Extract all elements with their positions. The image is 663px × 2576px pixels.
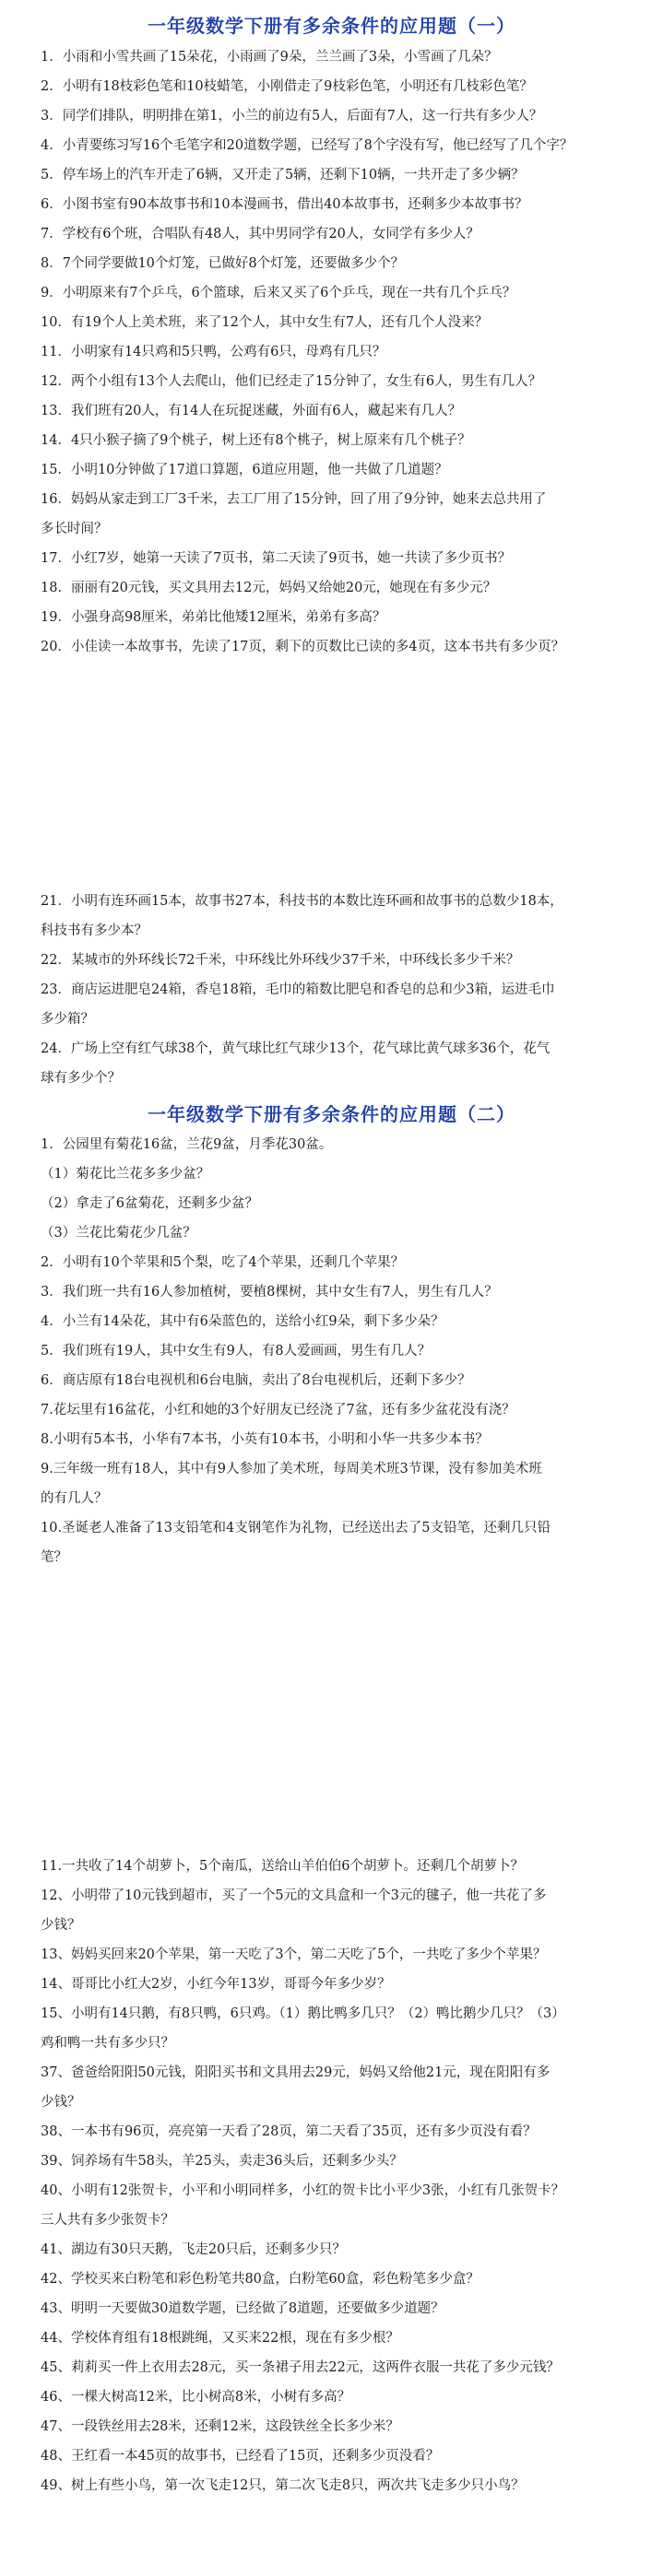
problem-line: 19．小强身高98厘米，弟弟比他矮12厘米，弟弟有多高？ bbox=[41, 610, 386, 625]
problem-line: 44、学校体育组有18根跳绳，又买来22根，现在有多少根？ bbox=[41, 2331, 399, 2346]
problem-line: 少钱？ bbox=[41, 2095, 81, 2110]
problem-line: 少钱？ bbox=[41, 1918, 81, 1933]
problem-line: 1．小雨和小雪共画了15朵花，小雨画了9朵，兰兰画了3朵，小雪画了几朵？ bbox=[41, 50, 498, 65]
problem-line: 18．丽丽有20元钱，买文具用去12元，妈妈又给她20元，她现在有多少元？ bbox=[41, 581, 497, 595]
problem-line: 10．有19个人上美术班，来了12个人，其中女生有7人，还有几个人没来？ bbox=[41, 315, 489, 330]
problem-line: 3．同学们排队，明明排在第1，小兰的前边有5人，后面有7人，这一行共有多少人？ bbox=[41, 109, 543, 124]
problem-line: 三人共有多少张贺卡？ bbox=[41, 2213, 174, 2228]
problem-line: 16．妈妈从家走到工厂3千米，去工厂用了15分钟，回了用了9分钟，她来去总共用了 bbox=[41, 492, 547, 507]
problem-line: 39、饲养场有牛58头，羊25头，卖走36头后，还剩多少头？ bbox=[41, 2154, 403, 2169]
problem-line: 40、小明有12张贺卡，小平和小明同样多，小红的贺卡比小平少3张，小红有几张贺卡？ bbox=[41, 2183, 565, 2198]
problem-line: 45、莉莉买一件上衣用去28元，买一条裙子用去22元，这两件衣服一共花了多少元钱？ bbox=[41, 2360, 560, 2375]
problem-line: 49、树上有些小鸟，第一次飞走12只，第二次飞走8只，两次共飞走多少只小鸟？ bbox=[41, 2478, 525, 2493]
problem-line: 1．公园里有菊花16盆，兰花9盆，月季花30盆。 bbox=[41, 1137, 333, 1152]
section-one-title: 一年级数学下册有多余条件的应用题（一） bbox=[148, 15, 515, 37]
problem-line: （3）兰花比菊花少几盆？ bbox=[41, 1226, 196, 1241]
problem-line: 12、小明带了10元钱到超市，买了一个5元的文具盒和一个3元的毽子，他一共花了多 bbox=[41, 1888, 547, 1903]
problem-line: 3．我们班一共有16人参加植树，要植8棵树，其中女生有7人，男生有几人？ bbox=[41, 1285, 498, 1300]
problem-line: 17．小红7岁，她第一天读了7页书，第二天读了9页书，她一共读了多少页书？ bbox=[41, 551, 512, 566]
problem-line: （1）菊花比兰花多多少盆？ bbox=[41, 1167, 210, 1182]
problem-line: 14．4只小猴子摘了9个桃子，树上还有8个桃子，树上原来有几个桃子？ bbox=[41, 433, 471, 448]
problem-line: 46、一棵大树高12米，比小树高8米，小树有多高？ bbox=[41, 2390, 351, 2405]
problem-line: 多少箱？ bbox=[41, 1012, 94, 1027]
problem-line: 15．小明10分钟做了17道口算题，6道应用题，他一共做了几道题？ bbox=[41, 463, 448, 477]
problem-line: 11．小明家有14只鸡和5只鸭，公鸡有6只，母鸡有几只？ bbox=[41, 345, 386, 359]
problem-line: 5．停车场上的汽车开走了6辆，又开走了5辆，还剩下10辆，一共开走了多少辆？ bbox=[41, 168, 525, 182]
problem-line: 21．小明有连环画15本，故事书27本，科技书的本数比连环画和故事书的总数少18本， bbox=[41, 894, 563, 909]
problem-line: 10.圣诞老人准备了13支铅笔和4支钢笔作为礼物，已经送出去了5支铅笔，还剩几只铅 bbox=[41, 1521, 551, 1535]
problem-line: 6．小图书室有90本故事书和10本漫画书，借出40本故事书，还剩多少本故事书？ bbox=[41, 197, 528, 212]
problem-line: 2．小明有18枝彩色笔和10枝蜡笔，小刚借走了9枝彩色笔，小明还有几枝彩色笔？ bbox=[41, 79, 533, 94]
problem-line: 球有多少个？ bbox=[41, 1071, 121, 1086]
problem-line: 43、明明一天要做30道数学题，已经做了8道题，还要做多少道题？ bbox=[41, 2301, 444, 2316]
problem-line: 41、湖边有30只天鹅，飞走20只后，还剩多少只？ bbox=[41, 2242, 346, 2257]
problem-line: 14、哥哥比小红大2岁，小红今年13岁，哥哥今年多少岁？ bbox=[41, 1977, 391, 1992]
problem-line: 8．7个同学要做10个灯笼，已做好8个灯笼，还要做多少个？ bbox=[41, 256, 405, 271]
problem-line: 多长时间？ bbox=[41, 522, 108, 536]
problem-line: 11.一共收了14个胡萝卜，5个南瓜，送给山羊伯伯6个胡萝卜。还剩几个胡萝卜？ bbox=[41, 1859, 524, 1874]
problem-line: 23．商店运进肥皂24箱，香皂18箱，毛巾的箱数比肥皂和香皂的总和少3箱，运进毛巾 bbox=[41, 982, 555, 997]
problem-line: 7.花坛里有16盆花，小红和她的3个好朋友已经浇了7盆，还有多少盆花没有浇？ bbox=[41, 1403, 515, 1417]
problem-line: 科技书有多少本？ bbox=[41, 923, 148, 938]
problem-line: 鸡和鸭一共有多少只？ bbox=[41, 2036, 174, 2051]
problem-line: 8.小明有5本书，小华有7本书，小英有10本书，小明和小华一共多少本书？ bbox=[41, 1432, 489, 1447]
problem-line: 12．两个小组有13个人去爬山，他们已经走了15分钟了，女生有6人，男生有几人？ bbox=[41, 374, 542, 389]
problem-line: 38、一本书有96页，亮亮第一天看了28页，第二天看了35页，还有多少页没有看？ bbox=[41, 2124, 537, 2139]
problem-line: 6．商店原有18台电视机和6台电脑，卖出了8台电视机后，还剩下多少？ bbox=[41, 1373, 471, 1388]
problem-line: 2．小明有10个苹果和5个梨，吃了4个苹果，还剩几个苹果？ bbox=[41, 1255, 405, 1270]
section-two-title: 一年级数学下册有多余条件的应用题（二） bbox=[148, 1103, 515, 1125]
problem-line: 13、妈妈买回来20个苹果，第一天吃了3个，第二天吃了5个，一共吃了多少个苹果？ bbox=[41, 1947, 547, 1962]
problem-line: 4．小青要练习写16个毛笔字和20道数学题，已经写了8个字没有写，他已经写了几个字？ bbox=[41, 138, 574, 153]
problem-line: 5．我们班有19人，其中女生有9人，有8人爱画画，男生有几人？ bbox=[41, 1344, 432, 1359]
problem-line: 42、学校买来白粉笔和彩色粉笔共80盒，白粉笔60盒，彩色粉笔多少盒？ bbox=[41, 2272, 479, 2287]
problem-line: 13．我们班有20人，有14人在玩捉迷藏，外面有6人，藏起来有几人？ bbox=[41, 404, 462, 418]
problem-line: 47、一段铁丝用去28米，还剩12米，这段铁丝全长多少米？ bbox=[41, 2419, 399, 2434]
problem-line: 9.三年级一班有18人，其中有9人参加了美术班，每周美术班3节课，没有参加美术班 bbox=[41, 1462, 542, 1476]
problem-line: 7．学校有6个班，合唱队有48人，其中男同学有20人，女同学有多少人？ bbox=[41, 227, 479, 241]
problem-line: 24．广场上空有红气球38个，黄气球比红气球少13个，花气球比黄气球多36个，花气 bbox=[41, 1041, 551, 1056]
problem-line: 4．小兰有14朵花，其中有6朵蓝色的，送给小红9朵，剩下多少朵？ bbox=[41, 1314, 444, 1329]
problem-line: 22．某城市的外环线长72千米，中环线比外环线少37千米，中环线长多少千米？ bbox=[41, 953, 520, 968]
problem-line: 15、小明有14只鹅，有8只鸭，6只鸡。（1）鹅比鸭多几只？（2）鸭比鹅少几只？（3） bbox=[41, 2006, 565, 2021]
problem-line: 的有几人？ bbox=[41, 1491, 108, 1506]
problem-line: 37、爸爸给阳阳50元钱，阳阳买书和文具用去29元，妈妈又给他21元，现在阳阳有多 bbox=[41, 2065, 551, 2080]
problem-line: 20．小佳读一本故事书，先读了17页，剩下的页数比已读的多4页，这本书共有多少页？ bbox=[41, 640, 565, 654]
problem-line: 48、王红看一本45页的故事书，已经看了15页，还剩多少页没看？ bbox=[41, 2449, 440, 2464]
problem-line: （2）拿走了6盆菊花，还剩多少盆？ bbox=[41, 1196, 258, 1211]
problem-line: 笔？ bbox=[41, 1550, 67, 1565]
problem-line: 9．小明原来有7个乒乓，6个篮球，后来又买了6个乒乓，现在一共有几个乒乓？ bbox=[41, 286, 516, 300]
